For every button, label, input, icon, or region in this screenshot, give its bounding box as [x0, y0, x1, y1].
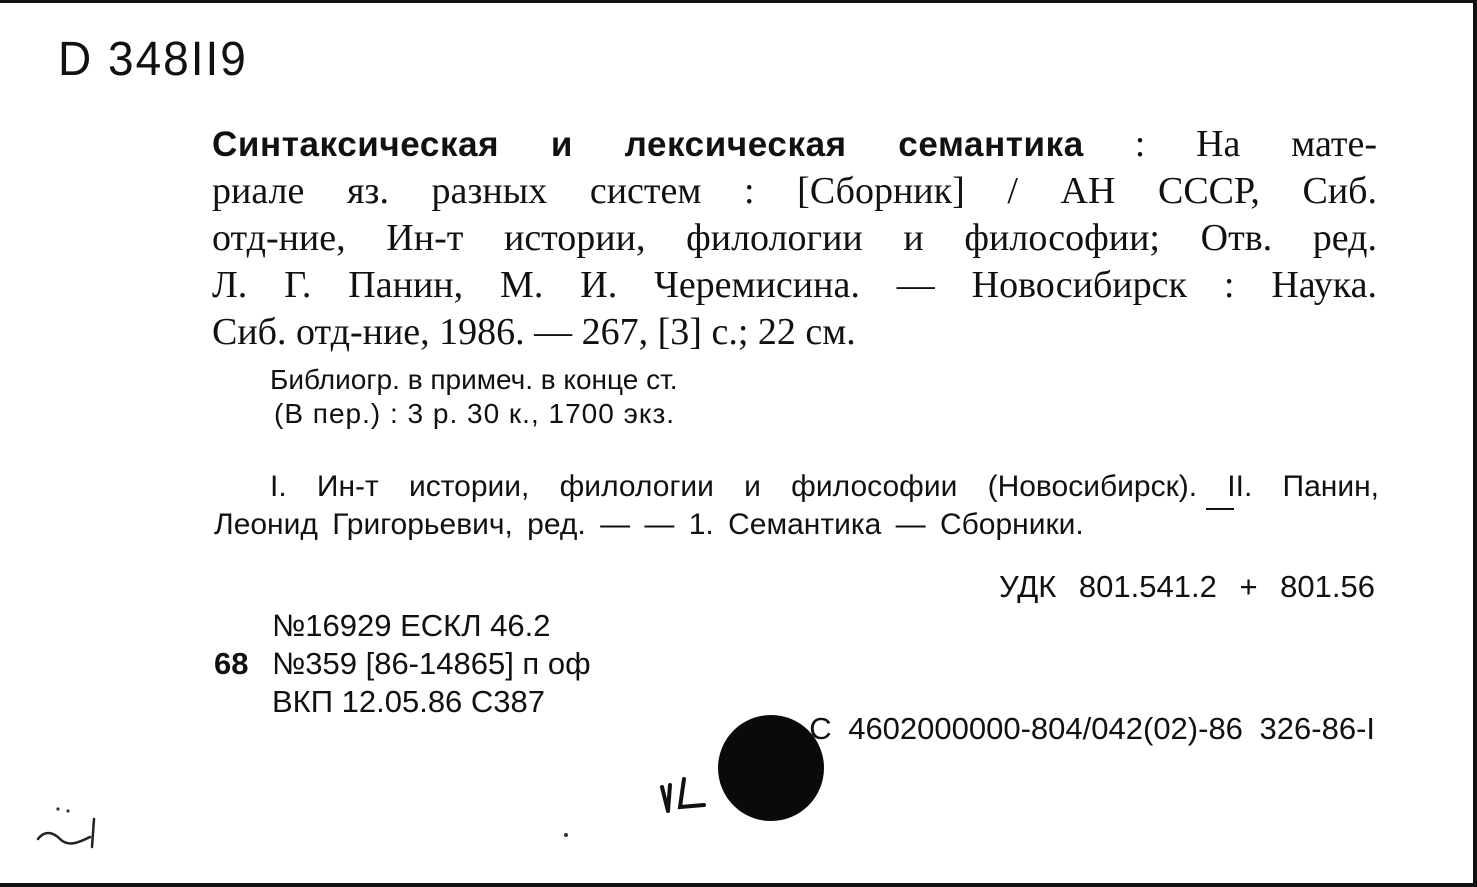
registry-line-2	[214, 645, 591, 683]
main-entry	[212, 121, 1377, 356]
registry-line-2-text: №359 [86-14865] п оф	[272, 646, 591, 681]
card-number: D 348II9	[58, 30, 248, 86]
udc-code: УДК 801.541.2 + 801.56	[998, 569, 1375, 604]
tracings	[214, 468, 1379, 544]
book-title: Синтаксическая и лексическая семантика	[212, 125, 1084, 164]
handwritten-vl-mark	[654, 771, 724, 821]
ink-blot	[718, 715, 824, 821]
catalog-code: С 4602000000-804/042(02)-86 326-86-I	[809, 711, 1375, 746]
registry-prefix: 68	[214, 646, 249, 681]
main-entry-line-5: Сиб. отд-ние, 1986. — 267, [3] с.; 22 см.	[212, 311, 856, 353]
registry-line-1: №16929 ЕСКЛ 46.2	[272, 608, 551, 643]
main-entry-line-4: Л. Г. Панин, М. И. Черемисина. — Новосибирск : Наука.	[212, 264, 1377, 306]
pencil-scribble	[30, 795, 110, 855]
tracing-line-2: Леонид Григорьевич, ред. — — 1. Семантика — Сборники.	[214, 508, 1084, 541]
main-entry-line-1	[212, 121, 1377, 168]
registry-block	[214, 607, 591, 721]
main-entry-line-1-rest: : На мате-	[1134, 123, 1378, 165]
registry-line-3: ВКП 12.05.86 С387	[272, 684, 546, 719]
speck-mark	[564, 833, 568, 837]
underline-mark	[1206, 508, 1234, 510]
main-entry-line-2: риале яз. разных систем : [Сборник] / АН СССР, Сиб.	[212, 170, 1377, 212]
main-entry-line-3: отд-ние, Ин-т истории, филологии и философии; Отв. ред.	[212, 217, 1377, 259]
tracing-line-1: I. Ин-т истории, филологии и философии (Новосибирск). II. Панин,	[270, 470, 1379, 503]
price-note: (В пер.) : 3 р. 30 к., 1700 экз.	[274, 398, 676, 429]
bibliography-note: Библиогр. в примеч. в конце ст.	[270, 364, 678, 395]
notes	[270, 363, 678, 431]
